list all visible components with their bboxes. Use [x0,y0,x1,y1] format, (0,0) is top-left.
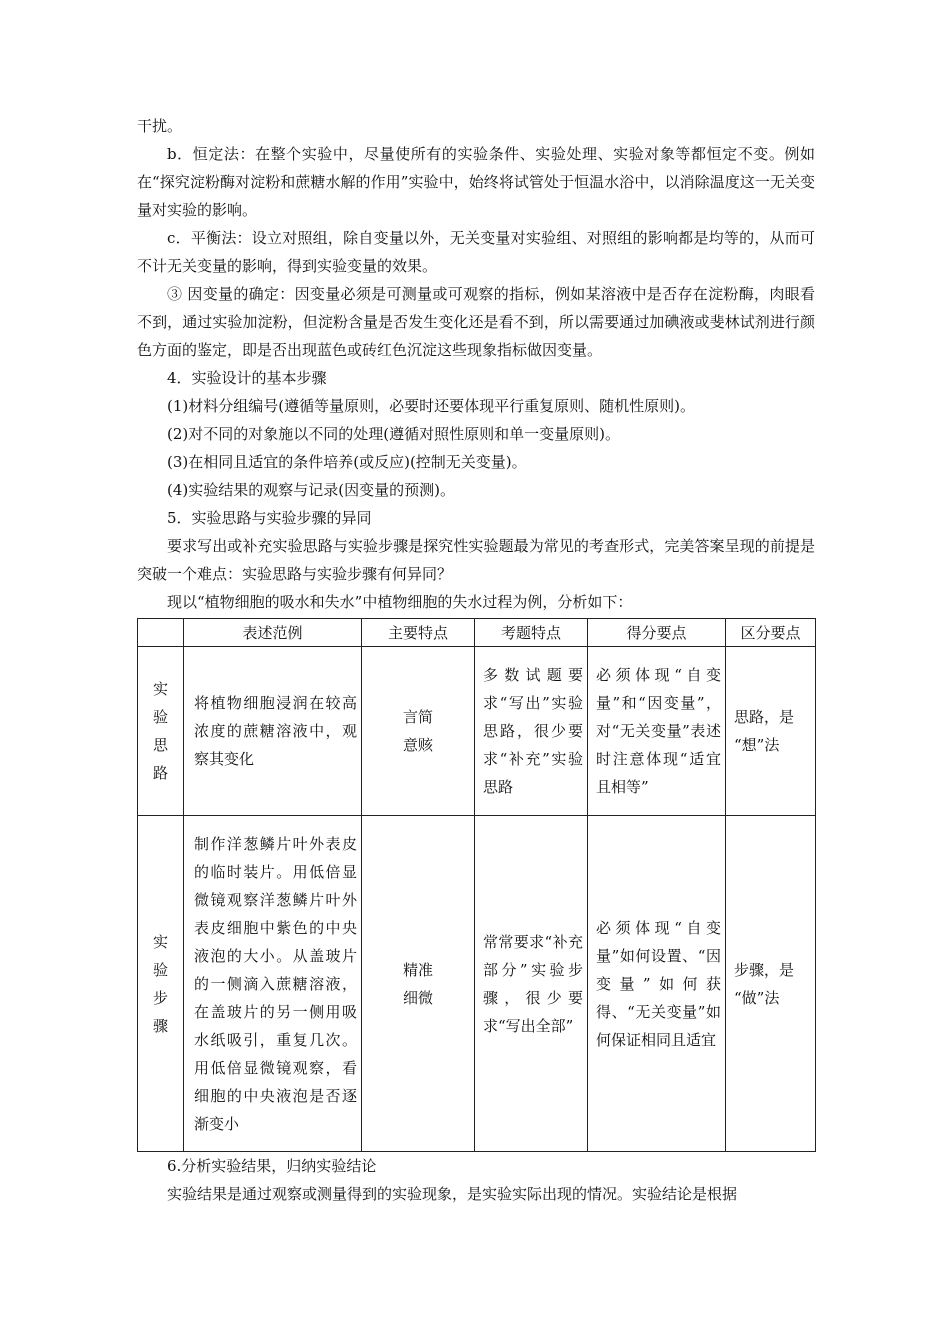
list-item: (2)对不同的对象施以不同的处理(遵循对照性原则和单一变量原则)。 [167,425,620,443]
table-header-cell: 表述范例 [184,619,362,647]
paragraph: 要求写出或补充实验思路与实验步骤是探究性实验题最为常见的考查形式，完美答案呈现的前提是突破一个难点：实验思路与实验步骤有何异同？ [137,537,815,583]
feature-cell: 言简 意赅 [362,647,475,816]
document-page [137,112,815,1208]
section-heading: 4．实验设计的基本步骤 [167,369,327,387]
table-header-cell: 主要特点 [362,619,475,647]
section-heading: 6.分析实验结果，归纳实验结论 [167,1157,377,1175]
paragraph: b．恒定法：在整个实验中，尽量使所有的实验条件、实验处理、实验对象等都恒定不变。例如在“探究淀粉酶对淀粉和蔗糖水解的作用”实验中，始终将试管处于恒温水浴中，以消除温度这一无关变量对实验的影响。 [137,145,815,219]
paragraph: 干扰。 [137,117,183,135]
distinguish-cell: 思路，是 “想”法 [726,647,816,816]
section-heading: 5．实验思路与实验步骤的异同 [167,509,372,527]
distinguish-cell: 步骤，是 “做”法 [726,816,816,1152]
table-header-row [138,619,816,647]
list-item: (4)实验结果的观察与记录(因变量的预测)。 [167,481,455,499]
feature-cell: 精准 细微 [362,816,475,1152]
table-row [138,647,816,816]
example-cell: 将植物细胞浸润在较高浓度的蔗糖溶液中，观察其变化 [184,647,362,816]
paragraph: c．平衡法：设立对照组，除自变量以外，无关变量对实验组、对照组的影响都是均等的，从而可不计无关变量的影响，得到实验变量的效果。 [137,229,815,275]
row-label: 实 验 步 骤 [138,816,184,1152]
table-header-cell [138,619,184,647]
scoring-cell: 必须体现“自变量”和“因变量”，对“无关变量”表述时注意体现“适宜且相等” [588,647,726,816]
list-item: (1)材料分组编号(遵循等量原则，必要时还要体现平行重复原则、随机性原则)。 [167,397,695,415]
exam-cell: 多数试题要求“写出”实验思路，很少要求“补充”实验思路 [475,647,588,816]
comparison-table [137,618,816,1152]
table-row [138,816,816,1152]
row-label: 实 验 思 路 [138,647,184,816]
example-cell: 制作洋葱鳞片叶外表皮的临时装片。用低倍显微镜观察洋葱鳞片叶外表皮细胞中紫色的中央液泡的大小。从盖玻片的一侧滴入蔗糖溶液，在盖玻片的另一侧用吸水纸吸引，重复几次。用低倍显微镜观察，看细胞的中央液泡是否逐渐变小 [184,816,362,1152]
paragraph: ③ 因变量的确定：因变量必须是可测量或可观察的指标，例如某溶液中是否存在淀粉酶，肉眼看不到，通过实验加淀粉，但淀粉含量是否发生变化还是看不到，所以需要通过加碘液或斐林试剂进行颜色方面的鉴定，即是否出现蓝色或砖红色沉淀这些现象指标做因变量。 [137,285,815,359]
list-item: (3)在相同且适宜的条件培养(或反应)(控制无关变量)。 [167,453,527,471]
table-header-cell: 考题特点 [475,619,588,647]
paragraph: 实验结果是通过观察或测量得到的实验现象，是实验实际出现的情况。实验结论是根据 [167,1185,738,1203]
table-header-cell: 得分要点 [588,619,726,647]
table-header-cell: 区分要点 [726,619,816,647]
scoring-cell: 必须体现“自变量”如何设置、“因变量”如何获得、“无关变量”如何保证相同且适宜 [588,816,726,1152]
exam-cell: 常常要求“补充部分”实验步骤，很少要求“写出全部” [475,816,588,1152]
paragraph: 现以“植物细胞的吸水和失水”中植物细胞的失水过程为例，分析如下： [167,593,633,611]
